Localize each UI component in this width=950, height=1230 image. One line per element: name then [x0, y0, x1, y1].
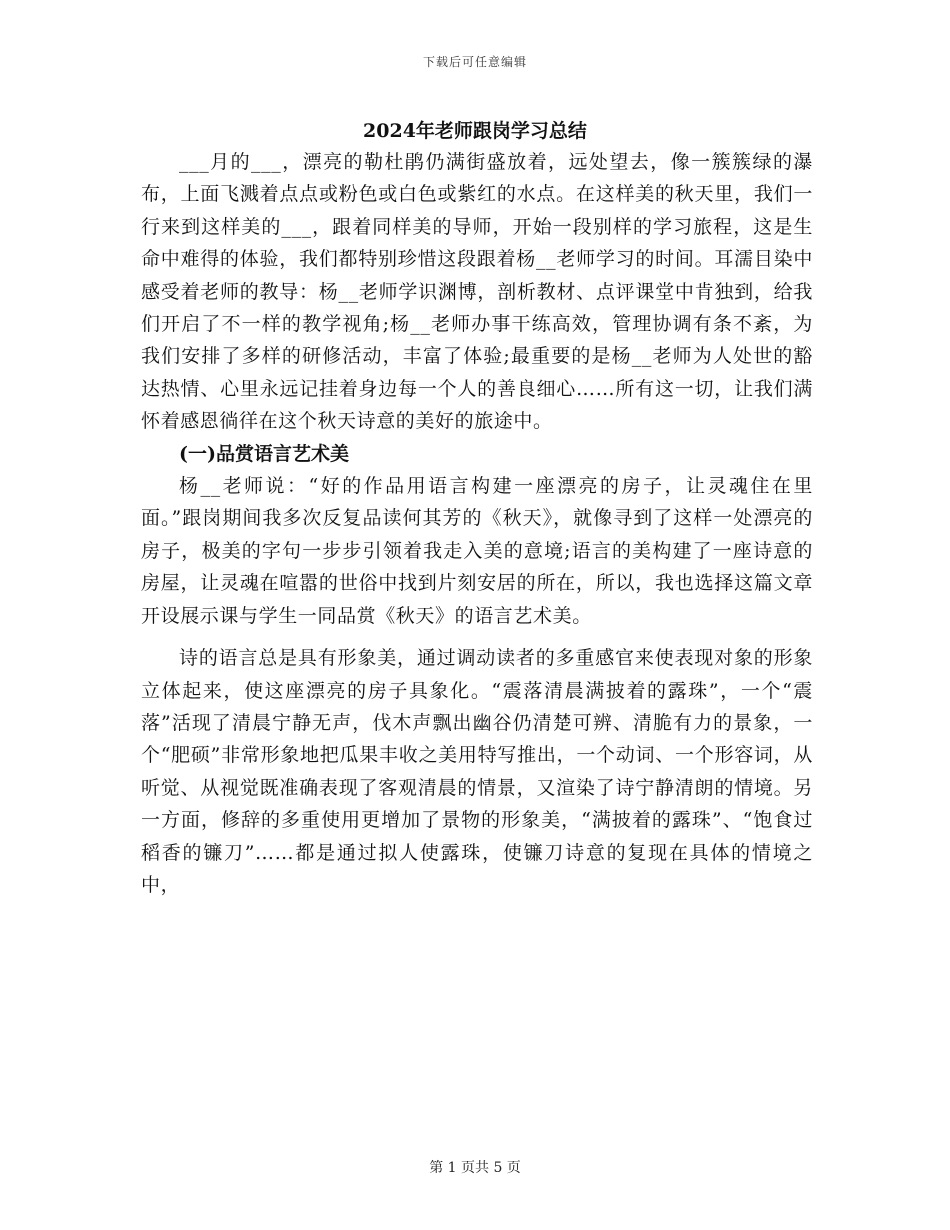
section-paragraph-2: 诗的语言总是具有形象美，通过调动读者的多重感官来使表现对象的形象立体起来，使这座漂亮的房子具象化。“震落清晨满披着的露珠”，一个“震落”活现了清晨宁静无声，伐木声飘出幽谷仍清楚可辨、清脆有力的景象，一个“肥硕”非常形象地把瓜果丰收之美用特写推出，一个动词、一个形容词，从听觉、从视觉既准确表现了客观清晨的情景，又渲染了诗宁静清朗的情境。另一方面，修辞的多重使用更增加了景物的形象美，“满披着的露珠”、“饱食过稻香的镰刀”……都是通过拟人使露珠，使镰刀诗意的复现在具体的情境之中，	[141, 647, 813, 896]
document-body	[141, 146, 813, 901]
page-footer-number: 第 1 页共 5 页	[429, 1160, 521, 1176]
page-header-note: 下载后可任意编辑	[422, 55, 527, 69]
section-heading: (一)品赏语言艺术美	[179, 442, 349, 465]
section-paragraph-1: 杨__老师说：“好的作品用语言构建一座漂亮的房子，让灵魂住在里面。”跟岗期间我多次反复品读何其芳的《秋天》，就像寻到了这样一处漂亮的房子，极美的字句一步步引领着我走入美的意境;语言的美构建了一座诗意的房屋，让灵魂在喧嚣的世俗中找到片刻安居的所在，所以，我也选择这篇文章开设展示课与学生一同品赏《秋天》的语言艺术美。	[141, 475, 813, 627]
document-title: 2024年老师跟岗学习总结	[363, 120, 587, 142]
intro-paragraph: ___月的___，漂亮的勒杜鹃仍满街盛放着，远处望去，像一簇簇绿的瀑布，上面飞溅着点点或粉色或白色或紫红的水点。在这样美的秋天里，我们一行来到这样美的___，跟着同样美的导师，开始一段别样的学习旅程，这是生命中难得的体验，我们都特别珍惜这段跟着杨__老师学习的时间。耳濡目染中感受着老师的教导：杨__老师学识渊博，剖析教材、点评课堂中肯独到，给我们开启了不一样的教学视角;杨__老师办事干练高效，管理协调有条不紊，为我们安排了多样的研修活动，丰富了体验;最重要的是杨__老师为人处世的豁达热情、心里永远记挂着身边每一个人的善良细心……所有这一切，让我们满怀着感恩徜徉在这个秋天诗意的美好的旅途中。	[141, 151, 813, 433]
paragraph-gap	[141, 632, 813, 642]
